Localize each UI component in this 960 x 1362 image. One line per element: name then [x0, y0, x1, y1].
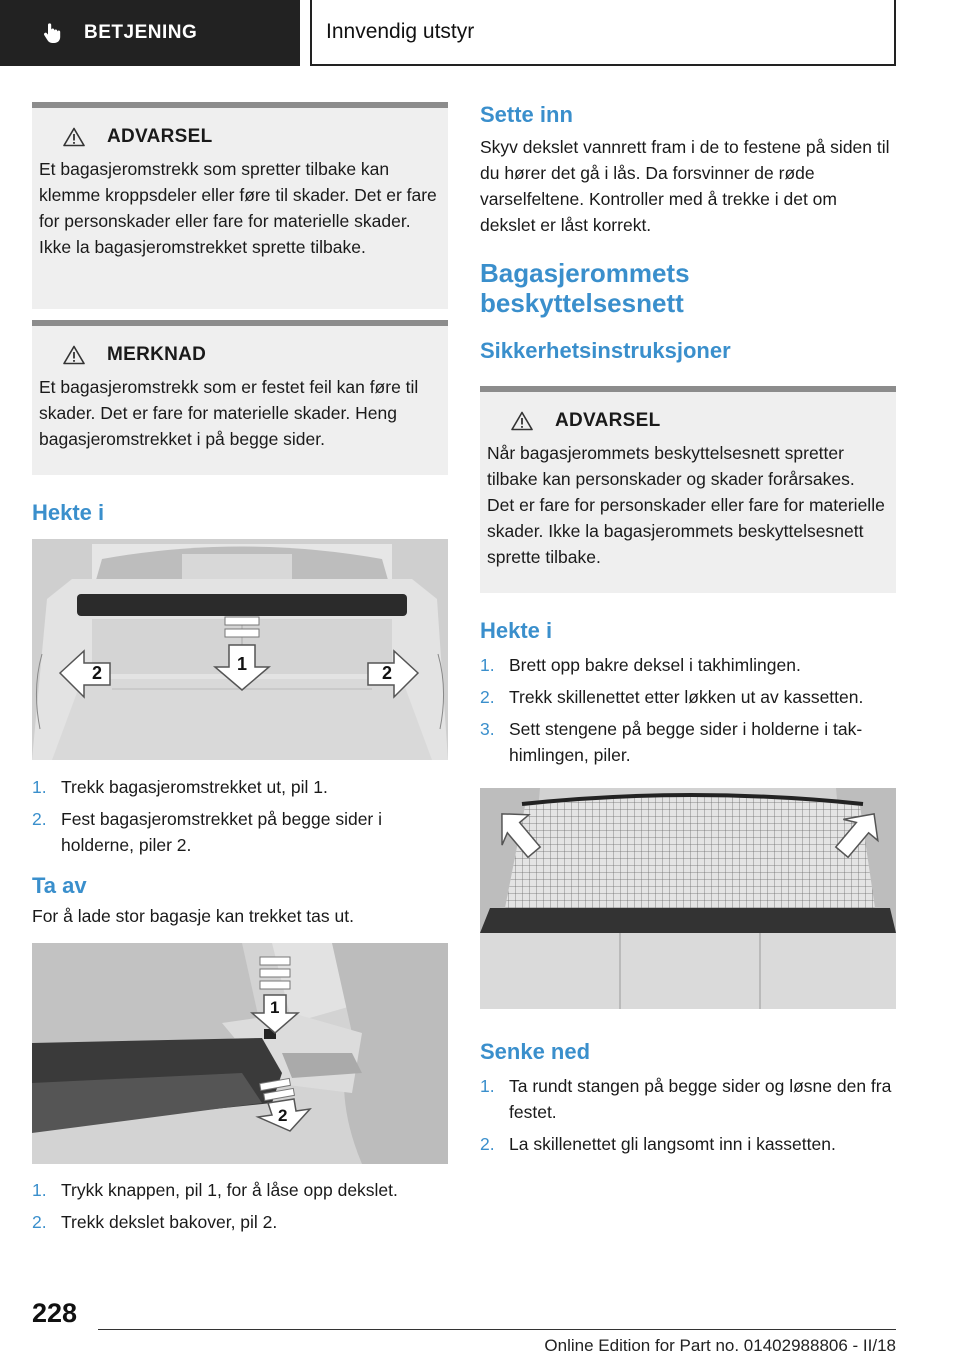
- list-item: 1. Trekk bagasjeromstrekket ut, pil 1.: [32, 777, 328, 797]
- hand-pointer-icon: [40, 21, 64, 45]
- left-column: [32, 102, 448, 1241]
- page-header: [0, 0, 960, 66]
- page-number: 228: [32, 1298, 78, 1328]
- lower-steps-list: [480, 1073, 896, 1157]
- remove-steps-list: [32, 1177, 448, 1235]
- warning-box: [480, 386, 896, 593]
- section-heading-lower: Senke ned: [480, 1039, 591, 1064]
- arrow-label: 2: [92, 663, 103, 683]
- remove-intro: For å lade stor bagasje kan trekket tas ut.: [32, 906, 354, 926]
- insert-text: Skyv dekslet vannrett fram i de to festene på siden til du hører det gå i lås. Da forsvinner de røde varselfeltene. Kontroller med å trekke i det om dekslet er låst korrekt.: [480, 137, 890, 235]
- note-box: [32, 320, 448, 475]
- warning-text: Når bagasjerommets beskyttelsesnett spretter tilbake kan personskader og skader forårsakes. Det er fare for personskader eller fare for materielle skader. Ikke la bagasjerommets beskyttelsesnett sprette tilbake.: [487, 443, 885, 567]
- arrow-label: 1: [270, 998, 280, 1017]
- list-item: 2. La skillenettet gli langsomt inn i kassetten.: [480, 1134, 836, 1154]
- arrow-label: 1: [237, 654, 248, 674]
- section-heading-hook-net: Hekte i: [480, 618, 553, 643]
- list-item: 2. Fest bagasjeromstrekket på begge sider i holderne, piler 2.: [32, 809, 382, 855]
- note-text: Et bagasjeromstrekk som er festet feil kan føre til skader. Det er fare for materielle skader. Heng bagasjeromstrekket i på begge sider.: [39, 377, 419, 449]
- list-item: 1. Ta rundt stangen på begge sider og løsne den fra festet.: [480, 1076, 892, 1122]
- warning-title: ADVARSEL: [555, 410, 661, 431]
- safety-heading: Sikkerhetsinstruksjoner: [480, 338, 731, 363]
- list-item: 1. Brett opp bakre deksel i takhimlingen.: [480, 655, 801, 675]
- list-item: 1. Trykk knappen, pil 1, for å låse opp dekslet.: [32, 1180, 398, 1200]
- chapter-heading-net: Bagasjerommets beskyttelsesnett: [480, 258, 690, 318]
- warning-title: ADVARSEL: [107, 126, 213, 147]
- warning-triangle-icon: [63, 127, 85, 147]
- edition-note: Online Edition for Part no. 01402988806 - II/18: [544, 1336, 896, 1355]
- cargo-cover-illustration: [32, 539, 448, 760]
- list-item: 2. Trekk skillenettet etter løkken ut av kassetten.: [480, 687, 864, 707]
- section-tab: [0, 0, 300, 66]
- warning-box: [32, 102, 448, 309]
- note-title: MERKNAD: [107, 344, 207, 365]
- warning-text: Et bagasjeromstrekk som spretter tilbake kan klemme kroppsdeler eller føre til skader. Det er fare for personskader eller fare for materielle skader. Ikke la bagasjeromstrekket sprette tilbake.: [39, 159, 437, 257]
- net-illustration: [480, 788, 896, 1009]
- warning-triangle-icon: [63, 345, 85, 365]
- section-heading-insert: Sette inn: [480, 102, 573, 127]
- warning-triangle-icon: [511, 411, 533, 431]
- hook-steps-list: [32, 774, 448, 858]
- footer-divider: [98, 1329, 896, 1330]
- section-title: BETJENING: [84, 22, 198, 43]
- list-item: 3. Sett stengene på begge sider i holderne i takhimlingen, piler.: [480, 719, 863, 765]
- cover-release-illustration: [32, 943, 448, 1164]
- list-item: 2. Trekk dekslet bakover, pil 2.: [32, 1212, 278, 1232]
- section-heading-hook: Hekte i: [32, 500, 105, 525]
- section-heading-remove: Ta av: [32, 873, 87, 898]
- chapter-title: Innvendig utstyr: [326, 20, 475, 43]
- chapter-tab: [310, 0, 896, 66]
- right-column: [480, 102, 896, 1163]
- arrow-label: 2: [278, 1106, 288, 1125]
- net-hook-steps-list: [480, 652, 896, 768]
- arrow-label: 2: [382, 663, 393, 683]
